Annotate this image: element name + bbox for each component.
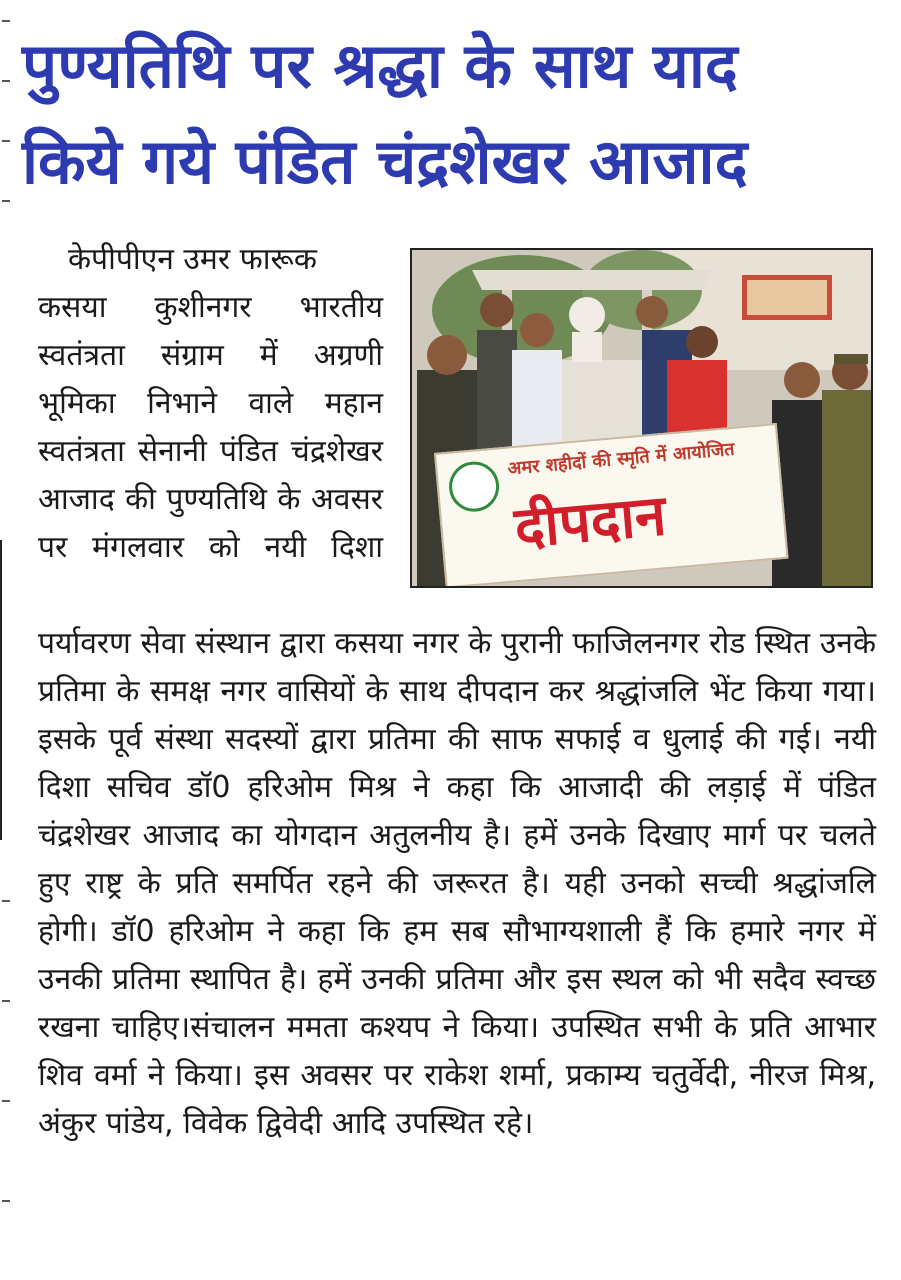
article-body: पर्यावरण सेवा संस्थान द्वारा कसया नगर के पुरानी फाजिलनगर रोड स्थित उनके प्रतिमा के समक्ष नगर वासियों के साथ दीपदान कर श्रद्धांजलि भेंट किया गया। इसके पूर्व संस्था सदस्यों द्वारा प्रतिमा की साफ सफाई व धुलाई की गई। नयी दिशा सचिव डॉ0 हरिओम मिश्र ने कहा कि आजादी की लड़ाई में पंडित चंद्रशेखर आजाद का योगदान अतुलनीय है। हमें उनके दिखाए मार्ग पर चलते हुए राष्ट्र के प्रति समर्पित रहने की जरूरत है। यही उनको सच्ची श्रद्धांजलि होगी। डॉ0 हरिओम ने कहा कि हम सब सौभाग्यशाली हैं कि हमारे नगर में उनकी प्रतिमा स्थापित है। हमें उनकी प्रतिमा और इस स्थल को भी सदैव स्वच्छ रखना चाहिए।संचालन ममता कश्यप ने किया। उपस्थित सभी के प्रति आभार शिव वर्मा ने किया। इस अवसर पर राकेश शर्मा, प्रकाम्य चतुर्वेदी, नीरज मिश्र, अंकुर पांडेय, विवेक द्विवेदी आदि उपस्थित रहे। [38,626,876,1141]
margin-tick [2,20,10,22]
headline [22,18,887,210]
organization-logo [447,460,501,514]
margin-tick [2,1000,10,1002]
banner-subtitle: अमर शहीदों की स्मृति में आयोजित [506,438,736,480]
margin-tick [2,900,10,902]
article-intro-text: कसया कुशीनगर भारतीय स्वतंत्रता संग्राम में अग्रणी भूमिका निभाने वाले महान स्वतंत्रता सेनानी पंडित चंद्रशेखर आजाद की पुण्यतिथि के अवसर पर मंगलवार को नयी दिशा [38,290,383,565]
news-photo [410,248,873,588]
margin-tick [2,200,10,202]
column-rule [0,540,2,840]
margin-tick [2,1200,10,1202]
headline-line-2: किये गये पंडित चंद्रशेखर आजाद [22,125,748,198]
headline-line-1: पुण्यतिथि पर श्रद्धा के साथ याद [22,29,738,102]
article-intro-column [38,236,383,572]
margin-tick [2,140,10,142]
banner-title: दीपदान [512,483,669,562]
margin-tick [2,80,10,82]
article-byline: केपीपीएन उमर फारूक [68,242,317,277]
margin-tick [2,1100,10,1102]
